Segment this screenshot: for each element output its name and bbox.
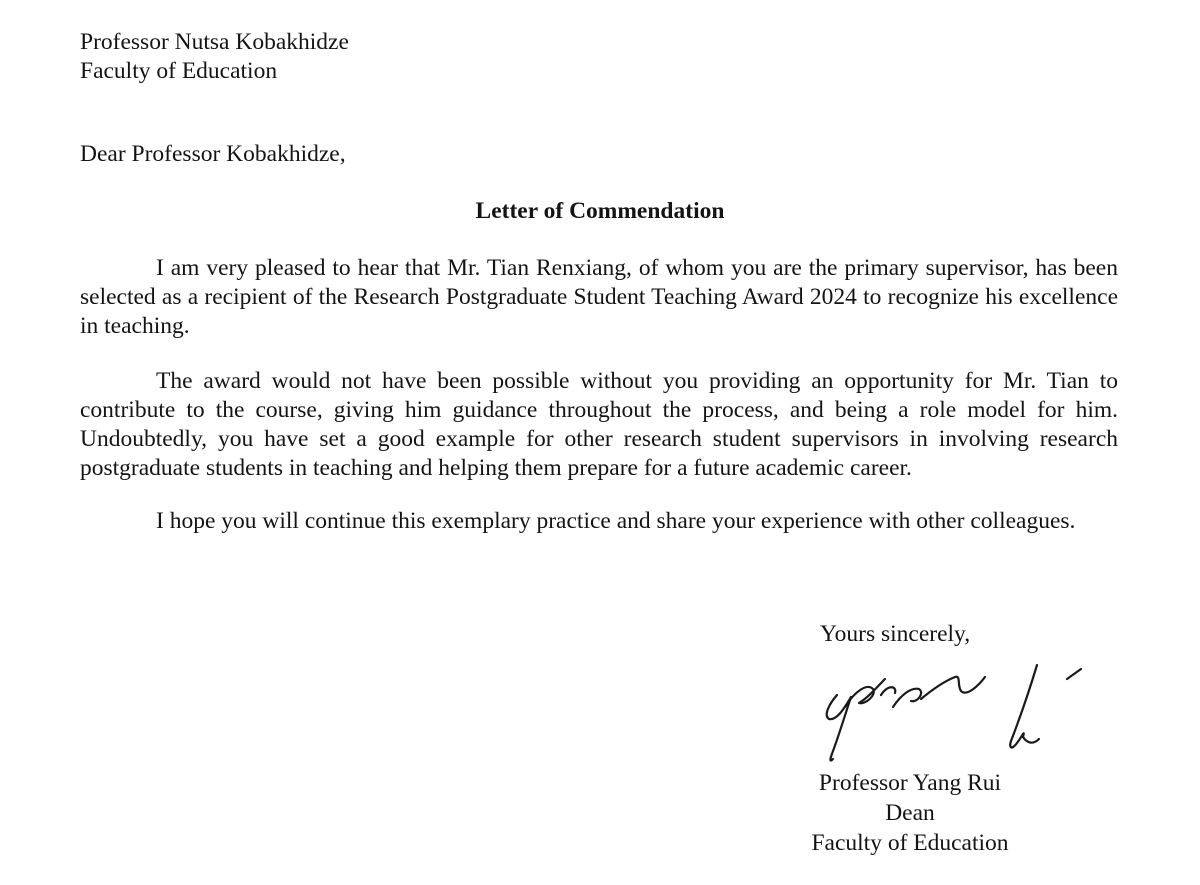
letter-title: Letter of Commendation xyxy=(475,198,725,224)
recipient-block xyxy=(80,28,349,86)
recipient-department: Faculty of Education xyxy=(80,58,278,84)
signer-position: Dean xyxy=(885,800,935,826)
body-paragraph-2: The award would not have been possible without you providing an opportunity for Mr. Tian to contribute to the course, giving him guidance throughout the process, and being a role model for him. Undoubtedly, you have set a good example for other research student supervisors in involving research postgraduate students in teaching and helping them prepare for a future academic career. xyxy=(80,368,1118,481)
closing: Yours sincerely, xyxy=(820,621,971,647)
signer-name: Professor Yang Rui xyxy=(818,770,1002,796)
signer-block xyxy=(780,769,1040,859)
signer-department: Faculty of Education xyxy=(811,830,1009,856)
salutation: Dear Professor Kobakhidze, xyxy=(80,141,346,167)
recipient-name: Professor Nutsa Kobakhidze xyxy=(80,29,349,55)
body-paragraph-3: I hope you will continue this exemplary practice and share your experience with other colleagues. xyxy=(156,508,1076,534)
body-paragraph-1: I am very pleased to hear that Mr. Tian Renxiang, of whom you are the primary supervisor, has been selected as a recipient of the Research Postgraduate Student Teaching Award 2024 to recognize his excellence in teaching. xyxy=(80,255,1118,339)
handwritten-signature xyxy=(815,655,1095,770)
